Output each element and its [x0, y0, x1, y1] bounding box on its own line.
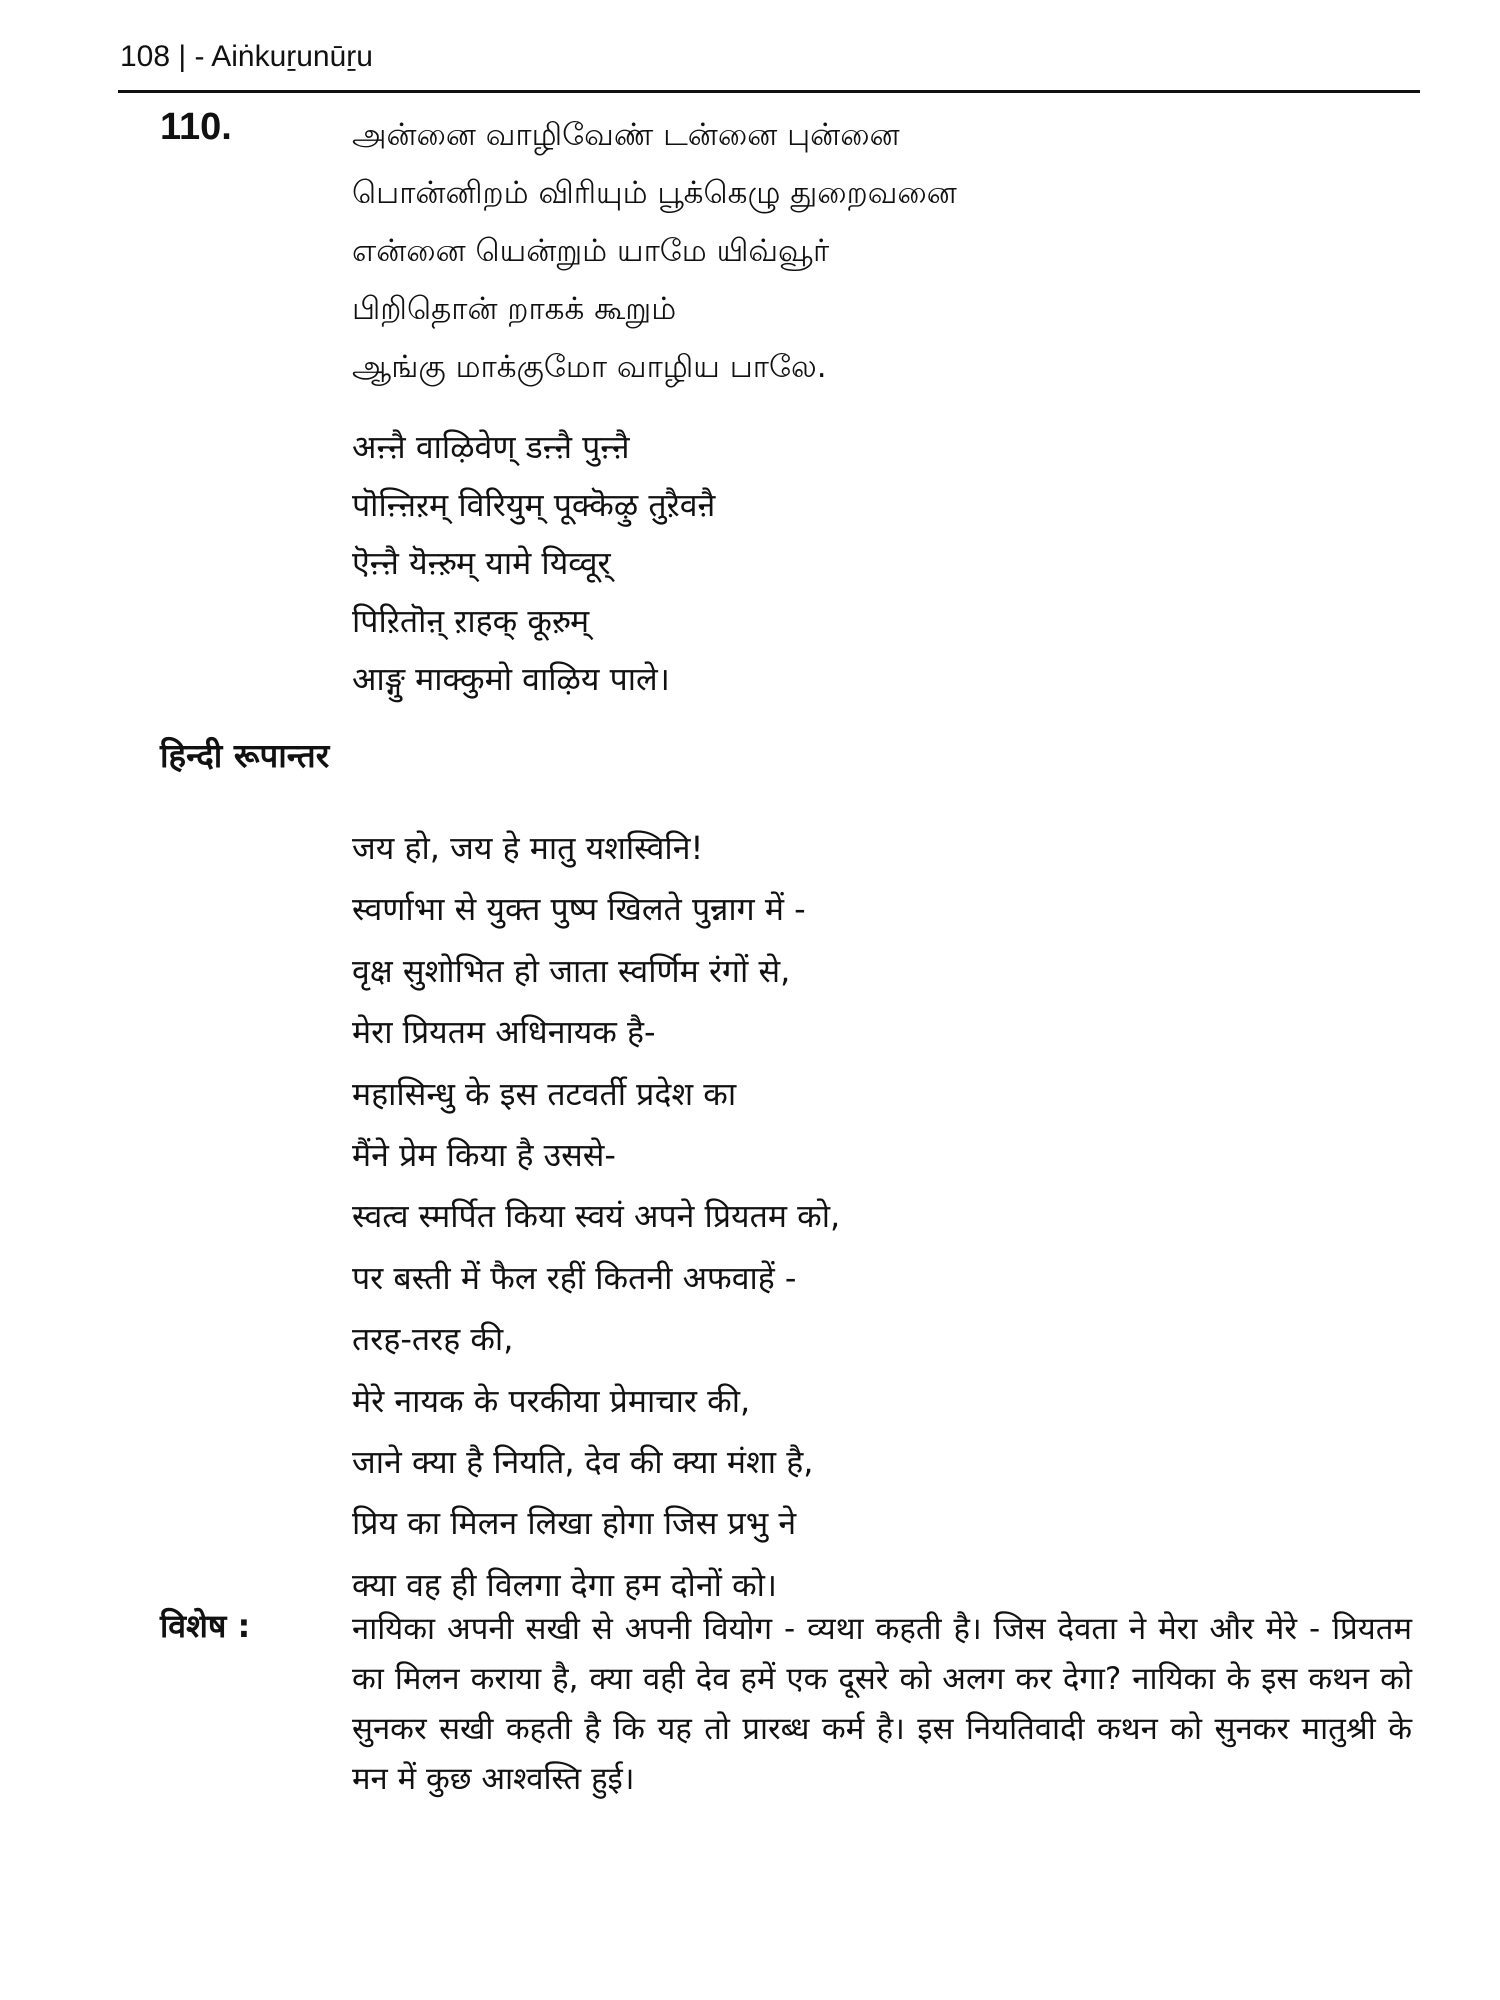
hindi-line: मेरे नायक के परकीया प्रेमाचार की,: [352, 1381, 751, 1420]
note-label: विशेष :: [160, 1607, 251, 1645]
transliteration-line: अऩ्ऩै वाऴिवेण् डऩ्ऩै पुऩ्ऩै: [352, 428, 630, 466]
hindi-line: जय हो, जय हे मातु यशस्विनि!: [352, 829, 704, 867]
tamil-line: அன்னை வாழிவேண் டன்னை புன்னை: [352, 117, 900, 153]
header-rule: [118, 90, 1420, 93]
verse-number: 110.: [160, 106, 232, 148]
tamil-line: ஆங்கு மாக்குமோ வாழிய பாலே.: [352, 349, 827, 385]
hindi-line: प्रिय का मिलन लिखा होगा जिस प्रभु ने: [352, 1504, 797, 1543]
header-separator: |: [178, 40, 187, 73]
transliteration-line: पिऱितॊऩ् ऱाहक् कूऱुम्: [352, 602, 590, 640]
hindi-line: महासिन्धु के इस तटवर्ती प्रदेश का: [352, 1074, 737, 1113]
transliteration-verse: [352, 418, 715, 708]
hindi-heading: हिन्दी रूपान्तर: [160, 736, 330, 775]
book-title: - Aiṅkuṟunūṟu: [194, 40, 373, 73]
page-number: 108: [120, 40, 171, 73]
hindi-line: स्वत्व स्मर्पित किया स्वयं अपने प्रियतम को,: [352, 1197, 841, 1236]
hindi-translation: [352, 818, 840, 1616]
transliteration-line: ऎऩ्ऩै यॆऩ्ऱुम् यामे यिव्वूर्: [352, 544, 611, 582]
hindi-line: क्या वह ही विलगा देगा हम दोनों को।: [352, 1565, 778, 1604]
hindi-line: वृक्ष सुशोभित हो जाता स्वर्णिम रंगों से,: [352, 951, 791, 990]
hindi-line: तरह-तरह की,: [352, 1320, 514, 1359]
tamil-verse: [352, 106, 957, 396]
page-header: [120, 40, 373, 74]
tamil-line: பொன்னிறம் விரியும் பூக்கெழு துறைவனை: [352, 175, 957, 211]
transliteration-line: पॊऩ्ऩिऱम् विरियुम् पूक्कॆऴु तुऱैवऩै: [352, 486, 716, 524]
transliteration-line: आङ्गु माक्कुमो वाऴिय पाले।: [352, 660, 670, 698]
note-paragraph: नायिका अपनी सखी से अपनी वियोग - व्यथा कहती है। जिस देवता ने मेरा और मेरे - प्रियतम का मिलन कराया है, क्या वही देव हमें एक दूसरे को अलग कर देगा? नायिका के इस कथन को सुनकर सखी कहती है कि यह तो प्रारब्ध कर्म है। इस नियतिवादी कथन को सुनकर मातुश्री के मन में कुछ आश्वस्ति हुई।: [352, 1611, 1412, 1797]
tamil-line: என்னை யென்றும் யாமே யிவ்வூர்: [352, 233, 830, 269]
tamil-line: பிறிதொன் றாகக் கூறும்: [352, 291, 677, 327]
hindi-line: मैंने प्रेम किया है उससे-: [352, 1135, 616, 1174]
hindi-line: जाने क्या है नियति, देव की क्या मंशा है,: [352, 1442, 814, 1481]
hindi-line: पर बस्ती में फैल रहीं कितनी अफवाहें -: [352, 1258, 797, 1297]
hindi-line: स्वर्णाभा से युक्त पुष्प खिलते पुन्नाग में -: [352, 890, 806, 929]
hindi-line: मेरा प्रियतम अधिनायक है-: [352, 1013, 656, 1052]
